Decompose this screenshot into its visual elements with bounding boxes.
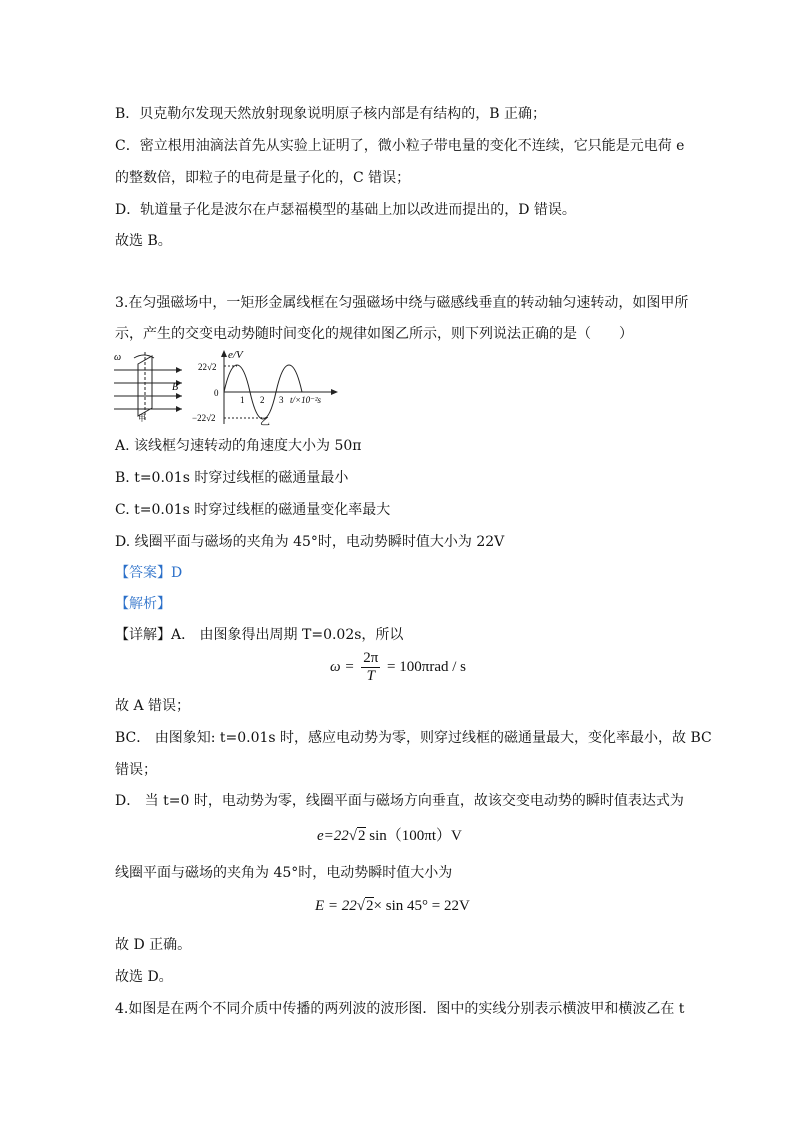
detail-d-angle: 线圈平面与磁场的夹角为 45°时，电动势瞬时值大小为 [115, 865, 453, 881]
y-axis-label: e/V [228, 349, 243, 361]
tick-label-2: 2 [260, 395, 265, 405]
x-axis-label: t/×10⁻²s [290, 395, 322, 405]
analysis-label: 【解析】 [115, 596, 171, 612]
answer-label: 【答案】D [115, 565, 183, 581]
option-d: D. 线圈平面与磁场的夹角为 45°时，电动势瞬时值大小为 22V [115, 534, 505, 550]
text-line-option-c-explain: C．密立根用油滴法首先从实验上证明了，微小粒子带电量的变化不连续，它只能是元电荷 e [115, 138, 685, 154]
formula-emf-sqrt: 2 [358, 828, 366, 844]
formula-emf-expression: e=22√2 sin（100πt）V [317, 828, 462, 844]
tick-label-3: 3 [279, 395, 284, 405]
figure-jia-caption: 甲 [138, 414, 146, 422]
formula-value-prefix: E = 22 [315, 898, 357, 914]
text-line-option-d-explain: D．轨道量子化是波尔在卢瑟福模型的基础上加以改进而提出的，D 错误。 [115, 202, 576, 218]
formula-value-suffix: × sin 45° = 22V [373, 898, 470, 914]
detail-d-conclusion: 故 D 正确。 [115, 937, 192, 953]
figure-yi-emf-graph [190, 348, 340, 426]
text-line-conclusion-b: 故选 B。 [115, 233, 172, 249]
detail-a-conclusion: 故 A 错误； [115, 698, 191, 714]
option-b: B. t=0.01s 时穿过线框的磁通量最小 [115, 470, 349, 486]
conclusion-d: 故选 D。 [115, 969, 173, 985]
formula-omega-lhs: ω = [330, 658, 355, 675]
tick-label-1: 1 [240, 395, 245, 405]
detail-bc: BC． 由图象知: t=0.01s 时，感应电动势为零，则穿过线框的磁通量最大，变化率最小，故 BC [115, 730, 712, 746]
omega-label: ω [114, 352, 122, 363]
figure-yi-caption: 乙 [260, 417, 270, 426]
formula-value-sqrt: 2 [366, 898, 374, 914]
formula-emf-value: E = 22√2× sin 45° = 22V [315, 898, 470, 914]
figure-jia-coil-diagram [112, 350, 184, 422]
detail-a: 【详解】A． 由图象得出周期 T=0.02s，所以 [115, 627, 404, 643]
y-min-label: −22√2 [192, 413, 216, 423]
origin-label: 0 [214, 388, 219, 398]
option-a: A. 该线框匀速转动的角速度大小为 50π [115, 438, 362, 454]
detail-d: D． 当 t=0 时，电动势为零，线圈平面与磁场方向垂直，故该交变电动势的瞬时值表达式为 [115, 793, 684, 809]
question-3-stem-cont: 示，产生的交变电动势随时间变化的规律如图乙所示，则下列说法正确的是（ ） [115, 326, 633, 342]
formula-emf-prefix: e=22 [317, 828, 349, 844]
b-field-label: B [172, 382, 179, 393]
fraction-denominator: T [366, 668, 375, 684]
fraction-numerator: 2π [363, 650, 379, 666]
question-3-stem: 3.在匀强磁场中，一矩形金属线框在匀强磁场中绕与磁感线垂直的转动轴匀速转动，如图甲所 [115, 295, 689, 311]
formula-omega [330, 650, 466, 685]
y-max-label: 22√2 [198, 362, 217, 372]
detail-bc-cont: 错误； [115, 762, 157, 778]
text-line-option-b-explain: B．贝克勒尔发现天然放射现象说明原子核内部是有结构的，B 正确； [115, 106, 547, 122]
option-c: C. t=0.01s 时穿过线框的磁通量变化率最大 [115, 502, 391, 518]
formula-omega-rhs: = 100πrad / s [387, 658, 466, 675]
text-line-option-c-explain-cont: 的整数倍，即粒子的电荷是量子化的，C 错误； [115, 170, 411, 186]
formula-emf-suffix: sin（100πt）V [365, 828, 462, 844]
question-4-stem: 4.如图是在两个不同介质中传播的两列波的波形图．图中的实线分别表示横波甲和横波乙在 t [115, 1001, 685, 1017]
formula-omega-fraction [361, 650, 380, 685]
